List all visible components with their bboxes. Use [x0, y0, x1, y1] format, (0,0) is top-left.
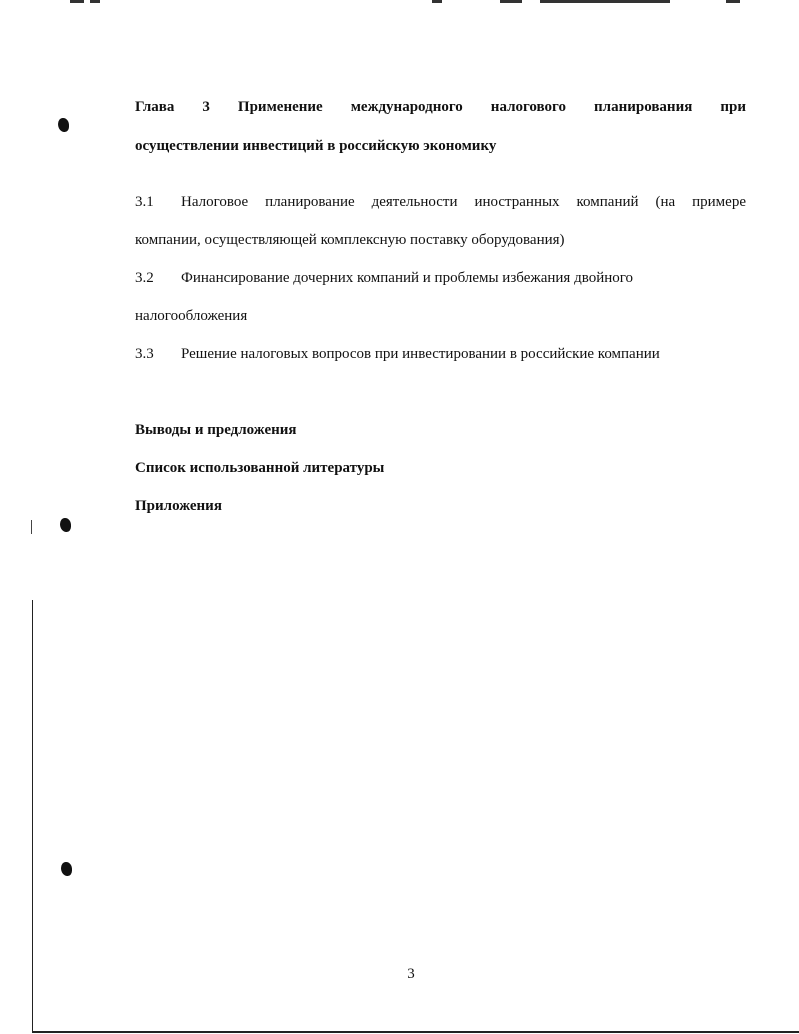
scan-edge — [31, 520, 32, 534]
section-number: 3.1 — [135, 194, 154, 210]
chapter-title-line-1: Глава 3 Применение международного налогового планирования при — [135, 99, 746, 115]
conclusions-heading: Выводы и предложения — [135, 422, 297, 438]
scan-artifact — [540, 0, 670, 3]
section-title-line-2: компании, осуществляющей комплексную поставку оборудования) — [135, 232, 565, 248]
scan-artifact — [70, 0, 84, 3]
appendices-heading: Приложения — [135, 498, 222, 514]
binder-hole-icon — [60, 518, 71, 532]
references-heading: Список использованной литературы — [135, 460, 385, 476]
scan-artifact — [432, 0, 442, 3]
scan-artifact — [726, 0, 740, 3]
binder-hole-icon — [61, 862, 72, 876]
chapter-title-line-2: осуществлении инвестиций в российскую экономику — [135, 138, 497, 154]
section-title-line-1: Решение налоговых вопросов при инвестировании в российские компании — [181, 346, 660, 362]
binder-hole-icon — [58, 118, 69, 132]
scan-artifact — [90, 0, 100, 3]
page-number: 3 — [407, 966, 415, 982]
section-number: 3.3 — [135, 346, 154, 362]
section-number: 3.2 — [135, 270, 154, 286]
scan-edge — [32, 600, 33, 1032]
section-title-line-2: налогообложения — [135, 308, 248, 324]
section-title-line-1: Налоговое планирование деятельности иностранных компаний (на примере — [181, 194, 746, 210]
scan-artifact — [500, 0, 522, 3]
scan-edge — [32, 1031, 799, 1033]
section-title-line-1: Финансирование дочерних компаний и проблемы избежания двойного — [181, 270, 634, 286]
